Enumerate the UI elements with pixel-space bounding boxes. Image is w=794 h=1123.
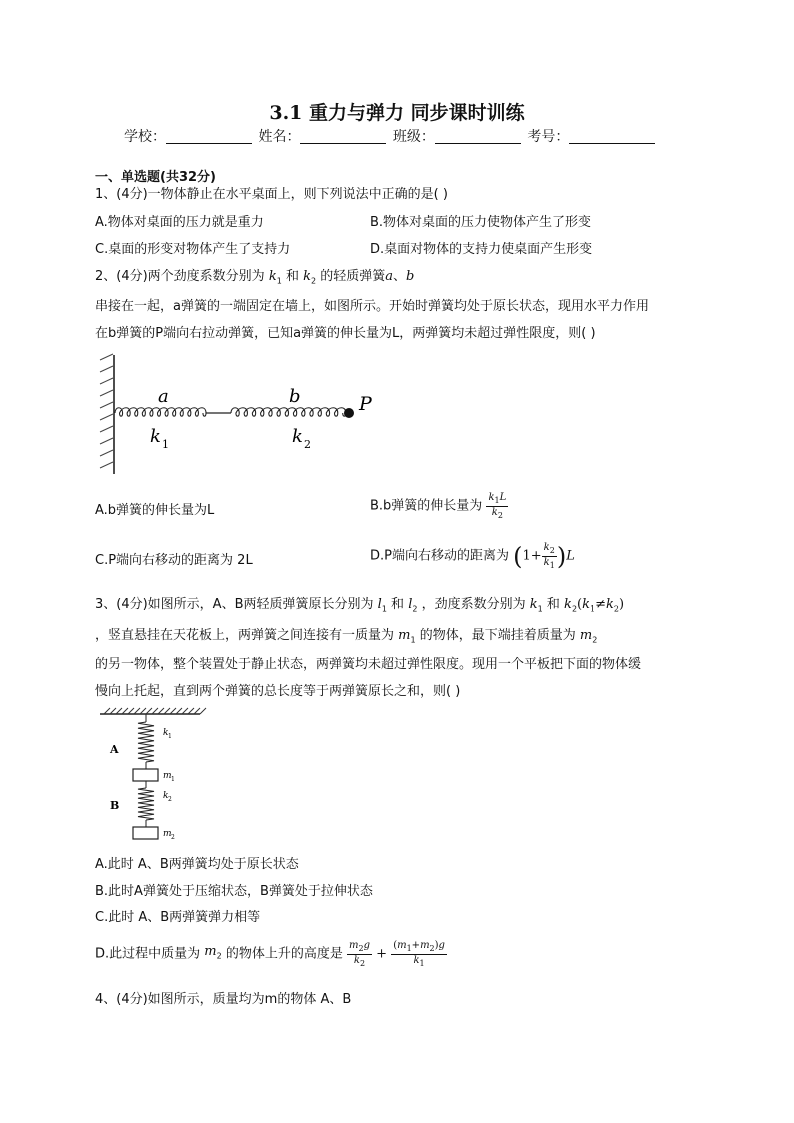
label-a: a — [158, 386, 169, 407]
label-m1: m — [163, 771, 172, 781]
svg-text:1: 1 — [171, 776, 175, 783]
label-m2: m — [163, 829, 172, 839]
label-b: b — [289, 386, 301, 407]
school-blank[interactable] — [166, 129, 252, 144]
q4-stem: 4、(4分)如图所示，质量均为m的物体 A、B — [95, 992, 352, 1007]
block-m2 — [133, 827, 158, 839]
label-k1-sub: 1 — [162, 438, 169, 451]
label-k2-sub: 2 — [304, 438, 311, 451]
q3-option-a[interactable]: A.此时 A、B两弹簧均处于原长状态 — [95, 857, 299, 872]
label-A: A — [110, 743, 119, 756]
label-B: B — [110, 799, 120, 812]
q1-option-b[interactable]: B.物体对桌面的压力使物体产生了形变 — [370, 215, 592, 230]
q3-hanging-springs-figure — [100, 708, 210, 848]
class-label: 班级： — [392, 129, 435, 145]
q1-option-d[interactable]: D.桌面对物体的支持力使桌面产生形变 — [370, 242, 593, 257]
svg-text:2: 2 — [171, 834, 175, 841]
name-label: 姓名： — [258, 129, 301, 145]
class-blank[interactable] — [435, 129, 521, 144]
label-k2: k — [163, 791, 169, 801]
q2-option-d[interactable]: D.P端向右移动的距离为 (1+ $\frac{k_2}{k_1}$ )L — [370, 542, 575, 571]
q3-option-b[interactable]: B.此时A弹簧处于压缩状态，B弹簧处于拉伸状态 — [95, 884, 373, 899]
label-k1: k — [150, 426, 161, 447]
q1-option-a[interactable]: A.物体对桌面的压力就是重力 — [95, 215, 264, 230]
svg-text:2: 2 — [168, 796, 172, 803]
q2-option-c[interactable]: C.P端向右移动的距离为 2L — [95, 553, 253, 568]
q2-spring-figure — [96, 350, 386, 480]
q3-option-d[interactable]: D.此过程中质量为 $m_2$ 的物体上升的高度是 $\frac{m_2g}{k_2}$ + $\frac{(m_1+m_2)g}{k_1}$ — [95, 940, 445, 968]
svg-text:1: 1 — [168, 733, 172, 740]
q3-stem-line1: 3、(4分)如图所示，A、B两轻质弹簧原长分别为 $l_1$ 和 $l_2$ ，劲度系数分别为 $k_1$ 和 $k_2(k_1\ne k_2)$ — [95, 597, 625, 614]
exam-no-blank[interactable] — [569, 129, 655, 144]
school-label: 学校： — [124, 129, 166, 145]
section-heading: 一、单选题(共32分) — [95, 170, 216, 185]
label-k1: k — [163, 728, 169, 738]
q3-option-c[interactable]: C.此时 A、B两弹簧弹力相等 — [95, 910, 261, 925]
q2-stem-line2: 串接在一起，a弹簧的一端固定在墙上，如图所示。开始时弹簧均处于原长状态，现用水平力作用 — [95, 299, 649, 314]
student-info-row — [124, 126, 657, 146]
q2-stem-line3: 在b弹簧的P端向右拉动弹簧，已知a弹簧的伸长量为L，两弹簧均未超过弹性限度，则( ) — [95, 326, 596, 341]
exam-no-label: 考号： — [527, 129, 570, 145]
page-title: 3.1 重力与弹力 同步课时训练 — [269, 102, 525, 124]
q2-option-b[interactable]: B.b弹簧的伸长量为 $\frac{k_1L}{k_2}$ — [370, 492, 507, 520]
block-m1 — [133, 769, 158, 781]
q2-option-a[interactable]: A.b弹簧的伸长量为L — [95, 503, 215, 518]
q2-stem-line1: 2、(4分)两个劲度系数分别为 $k_1$ 和 $k_2$ 的轻质弹簧a、b — [95, 269, 415, 286]
q3-stem-line3: 的另一物体，整个装置处于静止状态，两弹簧均未超过弹性限度。现用一个平板把下面的物体缓 — [95, 657, 642, 672]
name-blank[interactable] — [300, 129, 386, 144]
q1-stem: 1、(4分)一物体静止在水平桌面上，则下列说法中正确的是( ) — [95, 187, 448, 202]
q1-option-c[interactable]: C.桌面的形变对物体产生了支持力 — [95, 242, 291, 257]
label-p: P — [359, 393, 372, 415]
q3-stem-line2: ，竖直悬挂在天花板上，两弹簧之间连接有一质量为 $m_1$ 的物体，最下端挂着质量为 $m_2$ — [95, 628, 598, 645]
q3-stem-line4: 慢向上托起，直到两个弹簧的总长度等于两弹簧原长之和，则( ) — [95, 684, 461, 699]
label-k2: k — [292, 426, 303, 447]
point-p-marker — [344, 408, 354, 418]
